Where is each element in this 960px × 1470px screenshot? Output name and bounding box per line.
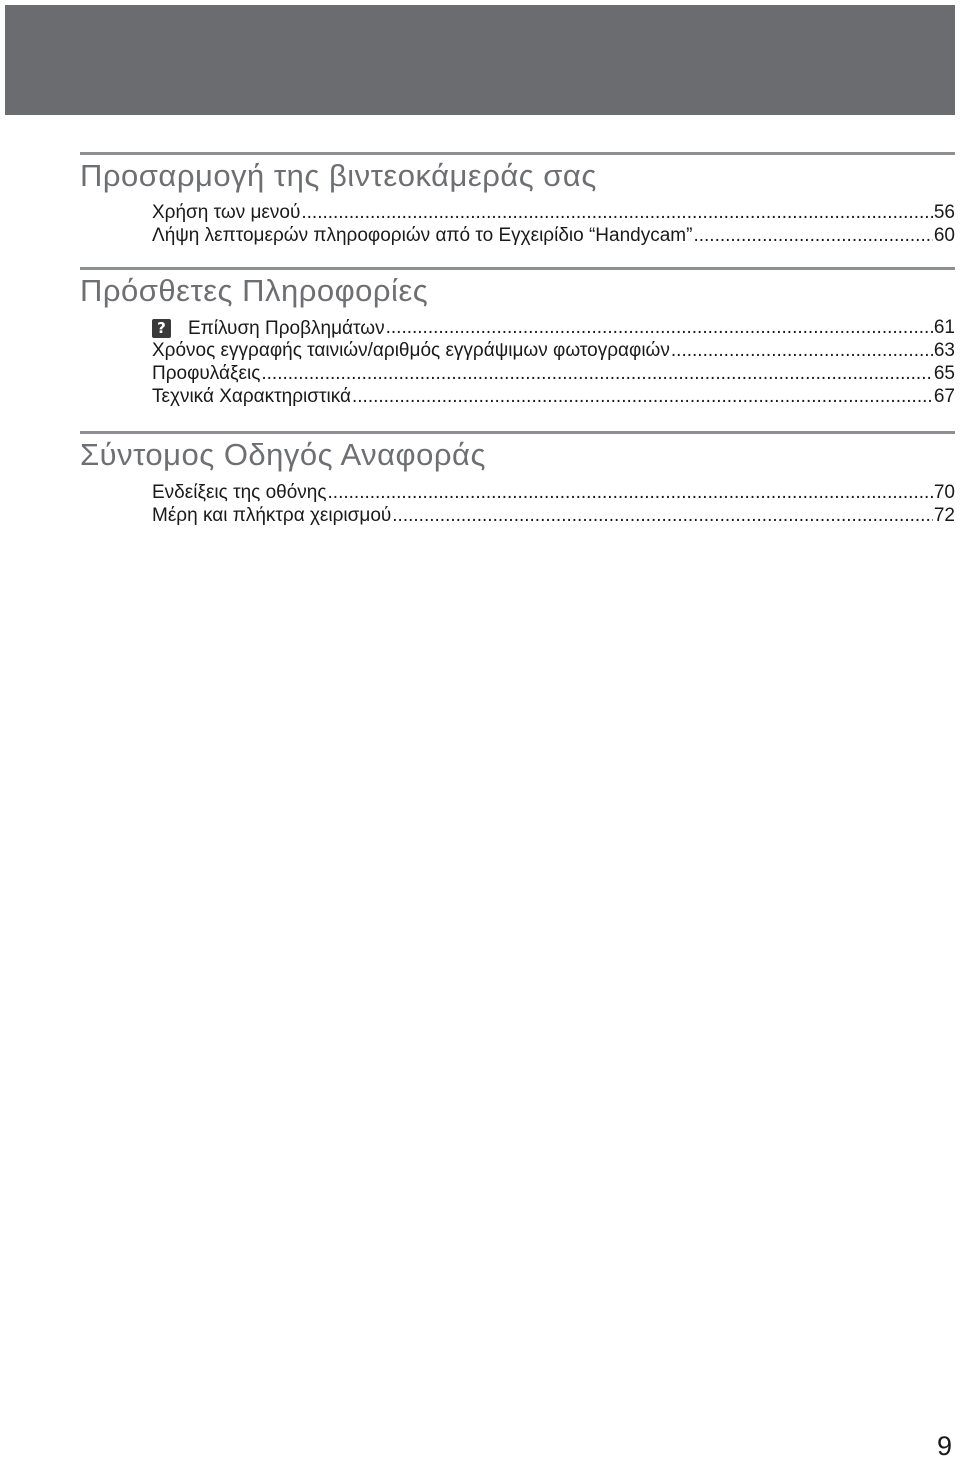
section-title: Προσαρμογή της βιντεοκάμεράς σας	[80, 158, 597, 193]
section-title: Σύντομος Οδηγός Αναφοράς	[80, 437, 486, 472]
section-rule	[80, 431, 955, 434]
toc-entry-recording-time[interactable]	[152, 339, 955, 362]
entry-page: 60	[933, 225, 955, 246]
toc-entry-specifications[interactable]	[152, 385, 955, 408]
toc-entry-handycam-handbook[interactable]	[152, 224, 955, 247]
entry-label: Προφυλάξεις	[152, 363, 261, 384]
section-title: Πρόσθετες Πληροφορίες	[80, 273, 429, 308]
section-additional-info	[80, 267, 955, 408]
page-number: 9	[936, 1431, 952, 1461]
entry-page: 65	[933, 363, 955, 384]
toc-entry-troubleshooting[interactable]	[150, 316, 955, 339]
entry-list	[152, 481, 955, 527]
entry-page: 56	[933, 202, 955, 223]
section-rule	[80, 152, 955, 155]
section-customize	[80, 152, 955, 247]
help-icon: ?	[152, 319, 171, 338]
entry-label: Μέρη και πλήκτρα χειρισμού	[152, 505, 392, 526]
toc-entry-precautions[interactable]	[152, 362, 955, 385]
entry-list	[152, 316, 955, 408]
entry-label: Λήψη λεπτομερών πληροφοριών από το Εγχειρίδιο “Handycam”	[152, 225, 693, 246]
header-band	[5, 5, 955, 115]
entry-page: 72	[933, 505, 955, 526]
leader-dots	[693, 224, 932, 247]
leader-dots	[352, 385, 933, 408]
toc-entry-using-menus[interactable]	[152, 201, 955, 224]
leader-dots	[671, 339, 933, 362]
entry-label: Ενδείξεις της οθόνης	[152, 482, 327, 503]
entry-list	[152, 201, 955, 247]
leader-dots	[301, 201, 933, 224]
entry-label: Τεχνικά Χαρακτηριστικά	[152, 386, 351, 407]
section-quick-reference	[80, 431, 955, 527]
entry-page: 61	[933, 317, 955, 338]
entry-page: 63	[933, 340, 955, 361]
leader-dots	[328, 481, 933, 504]
leader-dots	[386, 316, 933, 339]
entry-label: Χρόνος εγγραφής ταινιών/αριθμός εγγράψιμων φωτογραφιών	[152, 340, 670, 361]
leader-dots	[261, 362, 933, 385]
section-rule	[80, 267, 955, 270]
entry-page: 67	[933, 386, 955, 407]
entry-label: Χρήση των μενού	[152, 202, 301, 223]
toc-entry-screen-indicators[interactable]	[152, 481, 955, 504]
entry-label: Επίλυση Προβλημάτων	[188, 318, 385, 339]
toc-entry-parts-and-controls[interactable]	[152, 504, 955, 527]
entry-page: 70	[933, 482, 955, 503]
leader-dots	[392, 504, 933, 527]
